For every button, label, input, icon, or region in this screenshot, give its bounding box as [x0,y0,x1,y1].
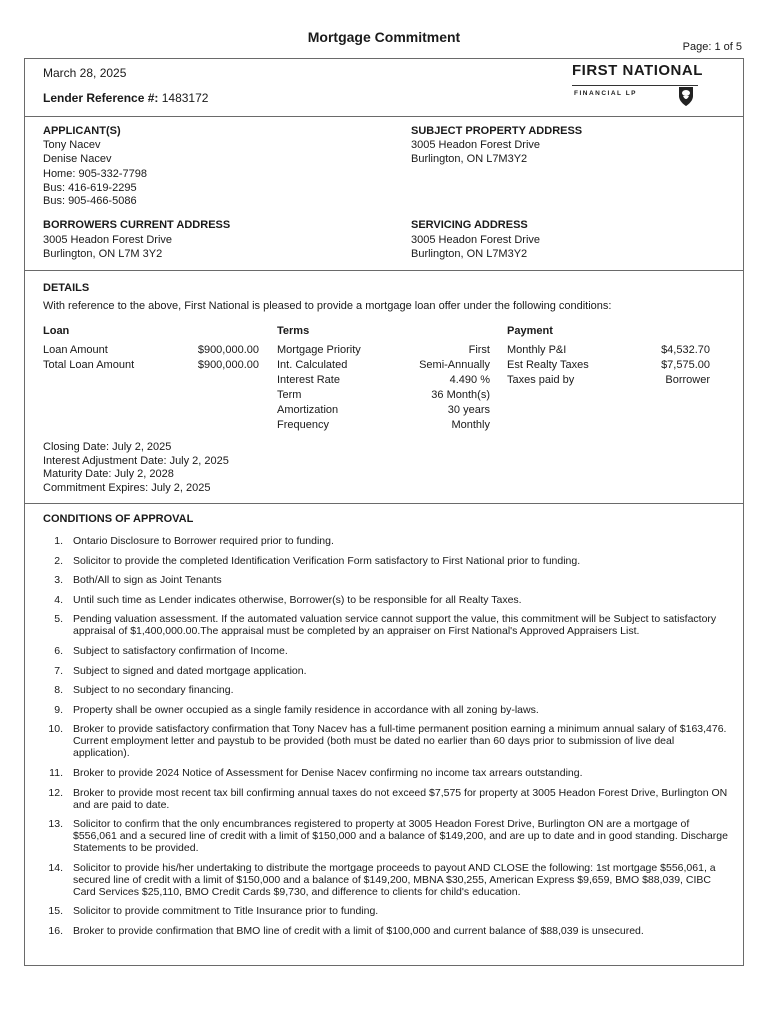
current-address [43,234,172,261]
mortgage-priority-value: First [468,344,490,356]
lender-reference-label: Lender Reference #: [43,91,159,105]
condition-number: 9. [54,703,63,716]
payment-heading: Payment [507,325,553,337]
condition-number: 15. [48,905,63,918]
address-line: Burlington, ON L7M3Y2 [411,247,528,260]
conditions-label: CONDITIONS OF APPROVAL [43,513,194,525]
page-number: Page: 1 of 5 [682,41,742,53]
applicant-phones [43,168,147,209]
amortization-label: Amortization [277,404,339,416]
monthly-pi-label: Monthly P&I [507,344,567,356]
commitment-date: March 28, 2025 [43,66,127,80]
condition-item [43,684,733,696]
condition-number: 6. [54,644,63,657]
total-loan-amount-value: $900,000.00 [197,359,259,371]
first-national-logo [572,62,702,112]
applicant-names [43,139,111,166]
condition-text: Property shall be owner occupied as a single family residence in accordance with all zoning by-laws. [73,703,539,716]
condition-text: Solicitor to provide his/her undertaking to distribute the mortgage proceeds to payout AND CLOSE the following: 1st mortgage $556,061, a secured line of credit with a limit of $150,000 and a balance of $149,200, MBNA $30,255, American Express $9,659, BMO $88,039, CIBC Card Services $25,110, BMO Credit Cards $9,730, and difference to clients for child's education. [73,861,716,898]
address-line: 3005 Headon Forest Drive [411,139,541,151]
frequency-value: Monthly [451,419,490,431]
applicant-name: Denise Nacev [43,152,112,165]
commitment-expires: Commitment Expires: July 2, 2025 [43,481,211,494]
frequency-label: Frequency [277,419,329,431]
amortization-value: 30 years [447,404,490,416]
condition-item [43,594,733,606]
phone-home: Home: 905-332-7798 [43,168,147,180]
condition-item [43,905,733,917]
condition-item [43,787,733,811]
acorn-shield-icon [676,84,696,108]
document-title: Mortgage Commitment [307,29,461,45]
applicants-label: APPLICANT(S) [43,125,121,137]
condition-item [43,704,733,716]
loan-heading: Loan [43,325,70,337]
est-realty-taxes-label: Est Realty Taxes [507,359,589,371]
int-calculated-value: Semi-Annually [419,359,490,371]
terms-heading: Terms [277,325,310,337]
condition-item [43,767,733,779]
condition-text: Subject to satisfactory confirmation of Income. [73,644,288,657]
maturity-date: Maturity Date: July 2, 2028 [43,468,174,480]
condition-item [43,613,733,637]
interest-rate-label: Interest Rate [277,374,340,386]
phone-bus: Bus: 416-619-2295 [43,181,137,194]
term-label: Term [277,389,302,401]
condition-text: Both/All to sign as Joint Tenants [73,574,222,587]
mortgage-priority-label: Mortgage Priority [277,344,361,356]
address-line: Burlington, ON L7M3Y2 [411,152,528,165]
condition-number: 13. [48,818,63,831]
address-line: 3005 Headon Forest Drive [43,234,173,246]
condition-item [43,665,733,677]
condition-number: 8. [54,684,63,697]
condition-number: 5. [54,613,63,626]
applicant-name: Tony Nacev [43,139,101,151]
loan-amount-value: $900,000.00 [197,344,259,356]
condition-number: 10. [48,723,63,736]
condition-item [43,862,733,898]
condition-text: Pending valuation assessment. If the automated valuation service cannot support the value, this commitment will be Subject to satisfactory appraisal of $1,400,000.00.The appraisal must be completed by an appraiser on First National's Approved Appraisers List. [73,613,717,638]
total-loan-amount-label: Total Loan Amount [43,359,135,371]
lender-reference [43,91,208,105]
condition-number: 3. [54,574,63,587]
subject-property-address [411,139,540,166]
condition-item [43,535,733,547]
conditions-list [43,535,733,945]
servicing-address-label: SERVICING ADDRESS [411,219,528,231]
taxes-paid-by-label: Taxes paid by [507,374,575,386]
condition-number: 1. [54,535,63,547]
monthly-pi-value: $4,532.70 [661,344,710,356]
details-label: DETAILS [43,282,90,294]
condition-text: Until such time as Lender indicates otherwise, Borrower(s) to be responsible for all Realty Taxes. [73,593,522,606]
condition-text: Subject to no secondary financing. [73,684,234,697]
divider [24,503,744,504]
condition-item [43,645,733,657]
taxes-paid-by-value: Borrower [665,374,710,386]
condition-text: Broker to provide 2024 Notice of Assessment for Denise Nacev confirming no income tax arrears outstanding. [73,766,583,779]
loan-amount-label: Loan Amount [43,344,108,356]
address-line: Burlington, ON L7M 3Y2 [43,247,163,260]
condition-number: 2. [54,554,63,567]
condition-item [43,555,733,567]
interest-rate-value: 4.490 % [449,374,490,386]
condition-text: Broker to provide confirmation that BMO line of credit with a limit of $100,000 and current balance of $88,039 is unsecured. [73,924,644,937]
divider [24,116,744,117]
condition-text: Subject to signed and dated mortgage application. [73,664,307,677]
current-address-label: BORROWERS CURRENT ADDRESS [43,219,231,231]
condition-item [43,723,733,759]
condition-number: 16. [48,924,63,937]
condition-number: 7. [54,664,63,677]
interest-adjustment-date: Interest Adjustment Date: July 2, 2025 [43,454,229,467]
subject-property-label: SUBJECT PROPERTY ADDRESS [411,125,583,137]
term-value: 36 Month(s) [431,389,490,401]
condition-text: Solicitor to confirm that the only encumbrances registered to property at 3005 Headon Forest Drive, Burlington ON are a mortgage of $556,061 and a secured line of credit with a limit of $150,000 and a balance of $149,200, and are up to date and in good standing. Discharge Statements to be provided. [73,818,728,855]
condition-number: 11. [49,766,63,779]
closing-date: Closing Date: July 2, 2025 [43,441,172,453]
int-calculated-label: Int. Calculated [277,359,348,371]
lender-reference-value: 1483172 [161,91,209,105]
address-line: 3005 Headon Forest Drive [411,234,541,246]
divider [24,270,744,271]
condition-text: Broker to provide most recent tax bill confirming annual taxes do not exceed $7,575 for property at 3005 Headon Forest Drive, Burlington ON and are paid to date. [73,786,728,811]
condition-text: Ontario Disclosure to Borrower required prior to funding. [73,535,334,547]
servicing-address [411,234,540,261]
logo-subtitle: FINANCIAL LP [574,90,638,97]
condition-text: Solicitor to provide commitment to Title Insurance prior to funding. [73,905,379,918]
key-dates [43,441,229,495]
phone-bus: Bus: 905-466-5086 [43,195,137,207]
condition-item [43,925,733,937]
condition-number: 4. [54,593,63,606]
est-realty-taxes-value: $7,575.00 [661,359,710,371]
condition-item [43,818,733,854]
condition-text: Broker to provide satisfactory confirmation that Tony Nacev has a full-time permanent position earning a minimum annual salary of $163,476. Current employment letter and paystub to be provided (both must be dated no earlier than 60 days prior to submission of live deal application). [73,723,727,760]
logo-name: FIRST NATIONAL [572,62,703,79]
condition-item [43,574,733,586]
condition-number: 14. [48,861,63,874]
condition-number: 12. [48,786,63,799]
condition-text: Solicitor to provide the completed Identification Verification Form satisfactory to First National prior to funding. [73,554,581,567]
details-intro: With reference to the above, First National is pleased to provide a mortgage loan offer under the following conditions: [43,300,612,312]
